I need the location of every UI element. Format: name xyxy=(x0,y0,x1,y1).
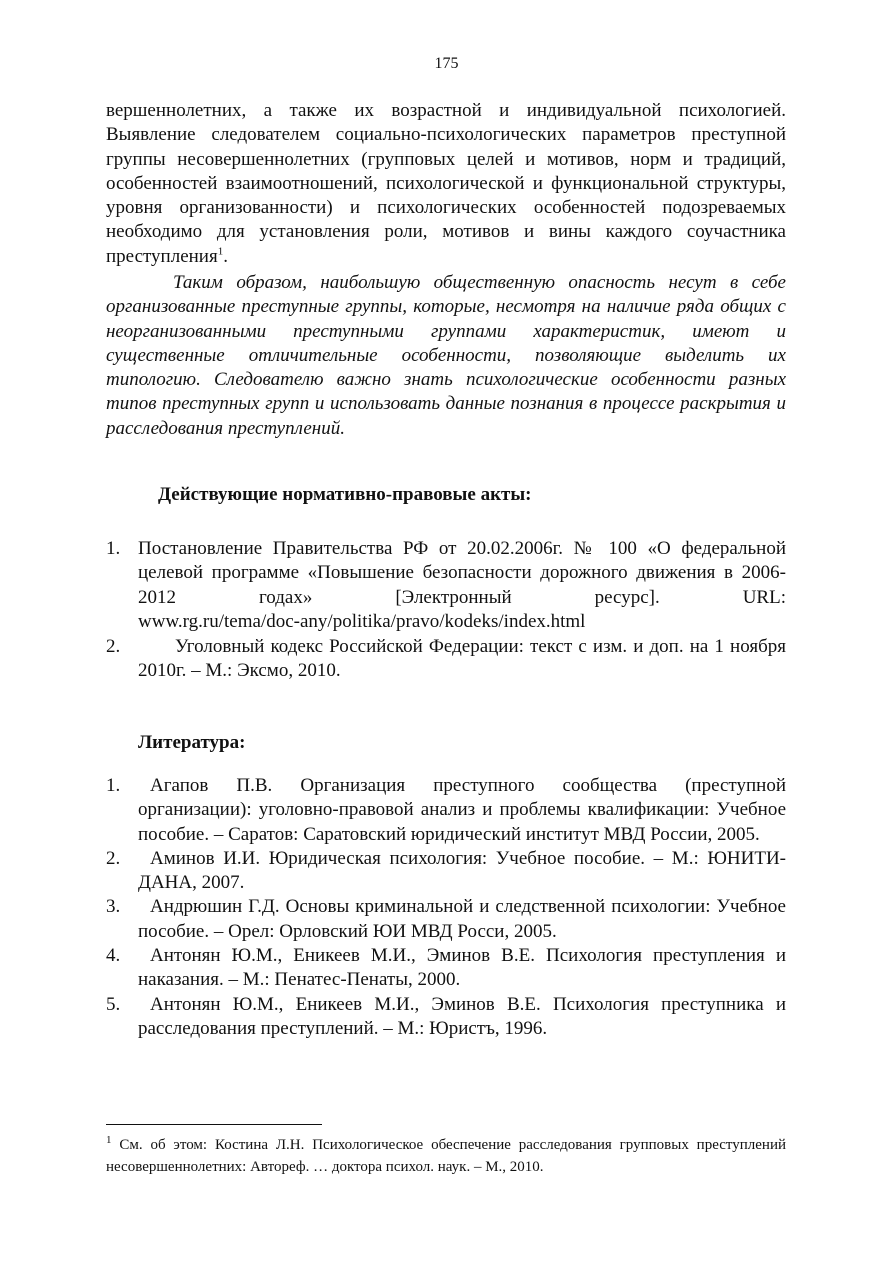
list-item-url: www.rg.ru/tema/doc-any/politika/pravo/kodeks/index.html xyxy=(138,610,586,632)
list-item-text: Уголовный кодекс Российской Федерации: текст с изм. и доп. на 1 ноября 2010г. – М.: Эксмо, 2010. xyxy=(138,636,786,682)
list-item-number: 2. xyxy=(106,847,121,869)
footnote-divider xyxy=(106,1124,322,1125)
list-item-number: 1. xyxy=(106,538,121,559)
body-paragraph-2-italic: Таким образом, наибольшую общественную опасность несут в себе организованные преступные группы, которые, несмотря на наличие ряда общих с неорганизованными преступными группами характеристик, имеют и существенные отличительные особенности, позволяющие выделить их типологию. Следователю важно знать психологические особенности разных типов преступных групп и использовать данные познания в процессе раскрытия и расследования преступлений. xyxy=(106,272,786,439)
list-item-number: 4. xyxy=(106,945,121,967)
footnote-reference: 1 xyxy=(217,245,224,258)
footnote xyxy=(106,1135,786,1178)
list-item xyxy=(106,944,786,993)
body-paragraph-1 xyxy=(106,99,786,269)
list-item-text: Антонян Ю.М., Еникеев М.И., Эминов В.Е. Психология преступника и расследования преступлений. – М.: Юристъ, 1996. xyxy=(138,993,786,1039)
list-item-text: Антонян Ю.М., Еникеев М.И., Эминов В.Е. Психология преступления и наказания. – М.: Пенатес-Пенаты, 2000. xyxy=(138,945,786,991)
literature-heading: Литература: xyxy=(138,732,246,753)
list-item xyxy=(106,537,786,634)
footnote-mark: 1 xyxy=(106,1134,112,1146)
list-item-text: Агапов П.В. Организация преступного сообщества (преступной организации): уголовно-правовой анализ и проблемы квалификации: Учебное пособие. – Саратов: Саратовский юридический институт МВД России, 2005. xyxy=(138,775,786,845)
paragraph-1-text: вершеннолетних, а также их возрастной и индивидуальной психологией. Выявление следователем социально-психологических параметров преступной группы несовершеннолетних (групповых целей и мотивов, норм и традиций, особенностей взаимоотношений, психологической и функциональной структуры, уровня организованности) и психологических особенностей подозреваемых необходимо для установления роли, мотивов и вины каждого соучастника преступления xyxy=(106,100,786,267)
list-item-text: Андрюшин Г.Д. Основы криминальной и следственной психологии: Учебное пособие. – Орел: Орловский ЮИ МВД Росси, 2005. xyxy=(138,896,786,942)
list-item xyxy=(106,847,786,896)
list-item xyxy=(106,993,786,1042)
acts-heading: Действующие нормативно-правовые акты: xyxy=(158,484,532,505)
list-item xyxy=(106,895,786,944)
list-item-number: 2. xyxy=(106,636,121,658)
list-item xyxy=(106,774,786,847)
acts-list xyxy=(106,537,786,684)
list-item-number: 3. xyxy=(106,896,121,918)
footnote-text: См. об этом: Костина Л.Н. Психологическое обеспечение расследования групповых преступлений несовершеннолетних: Автореф. … доктора психол. наук. – М., 2010. xyxy=(106,1137,786,1175)
paragraph-1-end: . xyxy=(223,245,228,267)
list-item-number: 1. xyxy=(106,775,121,796)
list-item-number: 5. xyxy=(106,993,121,1015)
page-number: 175 xyxy=(434,55,459,72)
list-item xyxy=(106,635,786,684)
list-item-text: Постановление Правительства РФ от 20.02.2006г. № 100 «О федеральной целевой программе «Повышение безопасности дорожного движения в 2006-2012 годах» [Электронный ресурс]. URL: xyxy=(138,538,786,608)
list-item-text: Аминов И.И. Юридическая психология: Учебное пособие. – М.: ЮНИТИ-ДАНА, 2007. xyxy=(138,847,786,894)
literature-list xyxy=(106,774,786,1041)
